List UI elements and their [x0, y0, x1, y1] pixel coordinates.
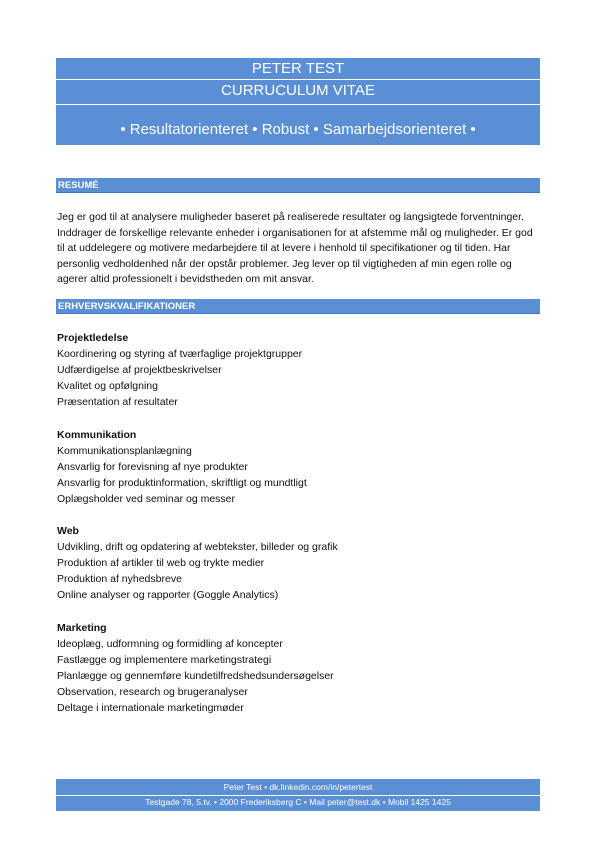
footer-address-line: Testgade 78, 5.tv. • 2000 Frederiksberg C • Mail peter@test.dk • Mobil 1425 1425: [145, 797, 451, 807]
section-heading-resume: [56, 178, 540, 193]
section-heading-qualifications: [56, 299, 540, 314]
list-item: Kommunikationsplanlægning: [57, 445, 192, 458]
list-item: Ideoplæg, udformning og formidling af koncepter: [57, 638, 283, 651]
tagline: • Resultatorienteret • Robust • Samarbejdsorienteret •: [120, 121, 476, 138]
list-item: Udfærdigelse af projektbeskrivelser: [57, 364, 222, 377]
person-name: PETER TEST: [251, 60, 345, 77]
section-heading-label: RESUMÉ: [58, 180, 99, 191]
list-item: Koordinering og styring af tværfaglige projektgrupper: [57, 348, 303, 361]
list-item: Planlægge og gennemføre kundetilfredshedsundersøgelser: [57, 670, 334, 683]
list-item: Ansvarlig for produktinformation, skriftligt og mundtligt: [57, 477, 307, 490]
resume-text: Jeg er god til at analysere muligheder baseret på realiserede resultater og langsigtede forventninger. Inddrager de forskellige relevante enheder i organisationen for at afstemme mål og muligheder. Er god til at uddelegere og motivere medarbejdere til at levere i henhold til specifikationer og til tiden. Har personlig vedholdenhed når der opstår problemer. Jeg lever op til vigtigheden af min egen rolle og agerer altid professionelt i bevidstheden om mit ansvar.: [57, 211, 533, 286]
group-title: Web: [57, 525, 79, 537]
document-title: CURRUCULUM VITAE: [221, 82, 375, 99]
list-item: Ansvarlig for forevisning af nye produkter: [57, 461, 248, 474]
section-underline: [56, 313, 540, 314]
qualification-group: [57, 523, 537, 603]
header-divider: [56, 79, 540, 80]
list-item: Kvalitet og opfølgning: [57, 380, 158, 393]
group-title: Projektledelse: [57, 332, 129, 344]
footer-contact-line: Peter Test • dk.linkedin.com/in/petertest: [223, 782, 373, 792]
list-item: Observation, research og brugeranalyser: [57, 686, 248, 699]
qualification-group: [57, 620, 537, 717]
qualification-group: [57, 330, 537, 410]
group-title: Marketing: [57, 622, 107, 634]
list-item: Produktion af artikler til web og trykte medier: [57, 557, 265, 570]
list-item: Præsentation af resultater: [57, 396, 178, 409]
qualification-group: [57, 427, 537, 507]
group-title: Kommunikation: [57, 429, 137, 441]
section-heading-label: ERHVERVSKVALIFIKATIONER: [58, 301, 196, 312]
list-item: Online analyser og rapporter (Goggle Analytics): [57, 589, 279, 602]
list-item: Deltage i internationale marketingmøder: [57, 702, 244, 715]
page-footer: [56, 779, 540, 811]
list-item: Fastlægge og implementere marketingstrategi: [57, 654, 272, 667]
section-underline: [56, 192, 540, 193]
footer-divider: [56, 795, 540, 796]
list-item: Produktion af nyhedsbreve: [57, 573, 182, 586]
header-divider: [56, 104, 540, 105]
list-item: Oplægsholder ved seminar og messer: [57, 493, 235, 506]
list-item: Udvikling, drift og opdatering af webtekster, billeder og grafik: [57, 541, 338, 554]
